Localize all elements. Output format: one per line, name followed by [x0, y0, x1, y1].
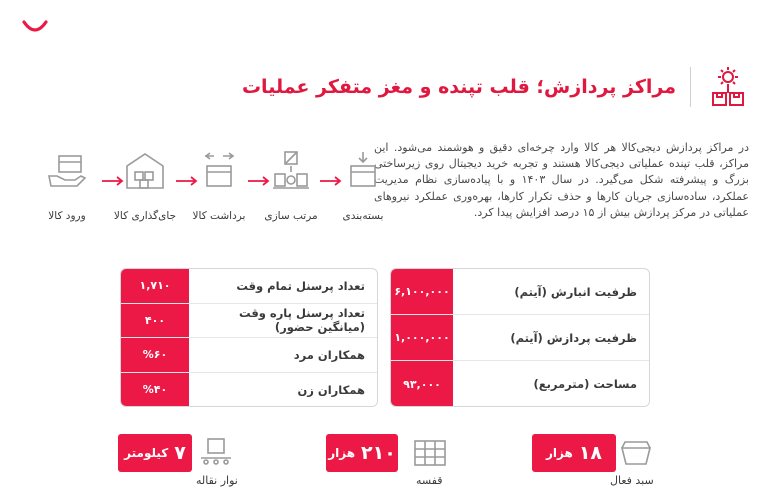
- step-label: ورود کالا: [48, 210, 86, 222]
- stat-number: ۱۸: [578, 442, 603, 464]
- process-flow: [48, 150, 384, 230]
- package-icon: [341, 150, 385, 192]
- row-value: ۹۳,۰۰۰: [391, 361, 453, 407]
- basket-icon: [618, 438, 654, 468]
- capacity-table: [390, 268, 650, 407]
- warehouse-icon: [123, 150, 167, 192]
- row-label: تعداد پرسنل پاره وقت (میانگین حضور): [239, 306, 365, 335]
- table-row: [391, 361, 649, 407]
- brand-smile-logo: [22, 20, 48, 34]
- row-value: ۶,۱۰۰,۰۰۰: [391, 269, 453, 314]
- step-label: مرتب سازی: [264, 210, 318, 222]
- step-picking: [184, 150, 254, 222]
- gear-boxes-icon: [705, 64, 751, 110]
- step-label: بسته‌بندی: [342, 210, 384, 222]
- table-row: [121, 373, 377, 408]
- row-value: %۶۰: [121, 338, 189, 372]
- stat-label: نوار نقاله: [196, 474, 238, 487]
- stat-shelves-badge: [326, 434, 398, 472]
- stat-label: سبد فعال: [610, 474, 654, 487]
- stat-number: ۲۱۰: [361, 442, 396, 464]
- personnel-table: [120, 268, 378, 407]
- table-row: [121, 269, 377, 304]
- row-value: ۱,۷۱۰: [121, 269, 189, 303]
- section-header: [242, 64, 751, 110]
- row-label: همکاران زن: [297, 382, 365, 397]
- header-divider: [690, 67, 691, 107]
- sort-icon: [269, 150, 313, 192]
- shelf-icon: [412, 438, 448, 468]
- conveyor-icon: [198, 436, 234, 466]
- step-sorting: [256, 150, 326, 222]
- stat-conveyor-badge: [118, 434, 192, 472]
- table-row: [391, 315, 649, 361]
- intro-paragraph: در مراکز پردازش دیجی‌کالا هر کالا وارد چرخه‌ای دقیق و هوشمند می‌شود. این مراکز، قلب تپنده عملیاتی دیجی‌کالا هستند و تجربه خرید دیجیتال روی زیرساختی بزرگ و پیشرفته شکل می‌گیرد. در سال ۱۴۰۳ و با پیاده‌سازی نظام مدیریت عملکرد، ساده‌سازی جریان کارها و حذف تکرار کارها، بهره‌وری عملکرد نیروهای عملیاتی در مرکز پردازش بیش از ۱۵ درصد افزایش پیدا کرد.: [374, 141, 749, 219]
- row-label: مساحت (مترمربع): [533, 377, 637, 391]
- stat-unit: هزار: [546, 446, 573, 460]
- row-value: ۴۰۰: [121, 304, 189, 338]
- row-value: ۱,۰۰۰,۰۰۰: [391, 315, 453, 360]
- table-row: [391, 269, 649, 315]
- step-putaway: [110, 150, 180, 222]
- row-label: تعداد پرسنل تمام وقت: [236, 278, 365, 293]
- step-packing: [328, 150, 398, 222]
- row-label: همکاران مرد: [293, 347, 365, 362]
- pick-box-icon: [197, 150, 241, 192]
- stat-unit: هزار: [328, 446, 356, 460]
- row-label: ظرفیت انبارش (آیتم): [514, 284, 637, 299]
- step-receiving: [32, 150, 102, 222]
- page-title: مراکز پردازش؛ قلب تپنده و مغز متفکر عملیات: [241, 76, 676, 98]
- step-label: برداشت کالا: [192, 210, 246, 222]
- stat-baskets-badge: [532, 434, 616, 472]
- table-row: [121, 304, 377, 339]
- stat-number: ۷: [174, 442, 186, 464]
- step-label: جای‌گذاری کالا: [113, 210, 177, 222]
- row-label: ظرفیت پردازش (آیتم): [510, 330, 637, 345]
- stat-unit: کیلومتر: [124, 446, 169, 460]
- hand-box-icon: [45, 150, 89, 192]
- stat-label: قفسه: [416, 474, 443, 487]
- row-value: %۴۰: [121, 373, 189, 408]
- table-row: [121, 338, 377, 373]
